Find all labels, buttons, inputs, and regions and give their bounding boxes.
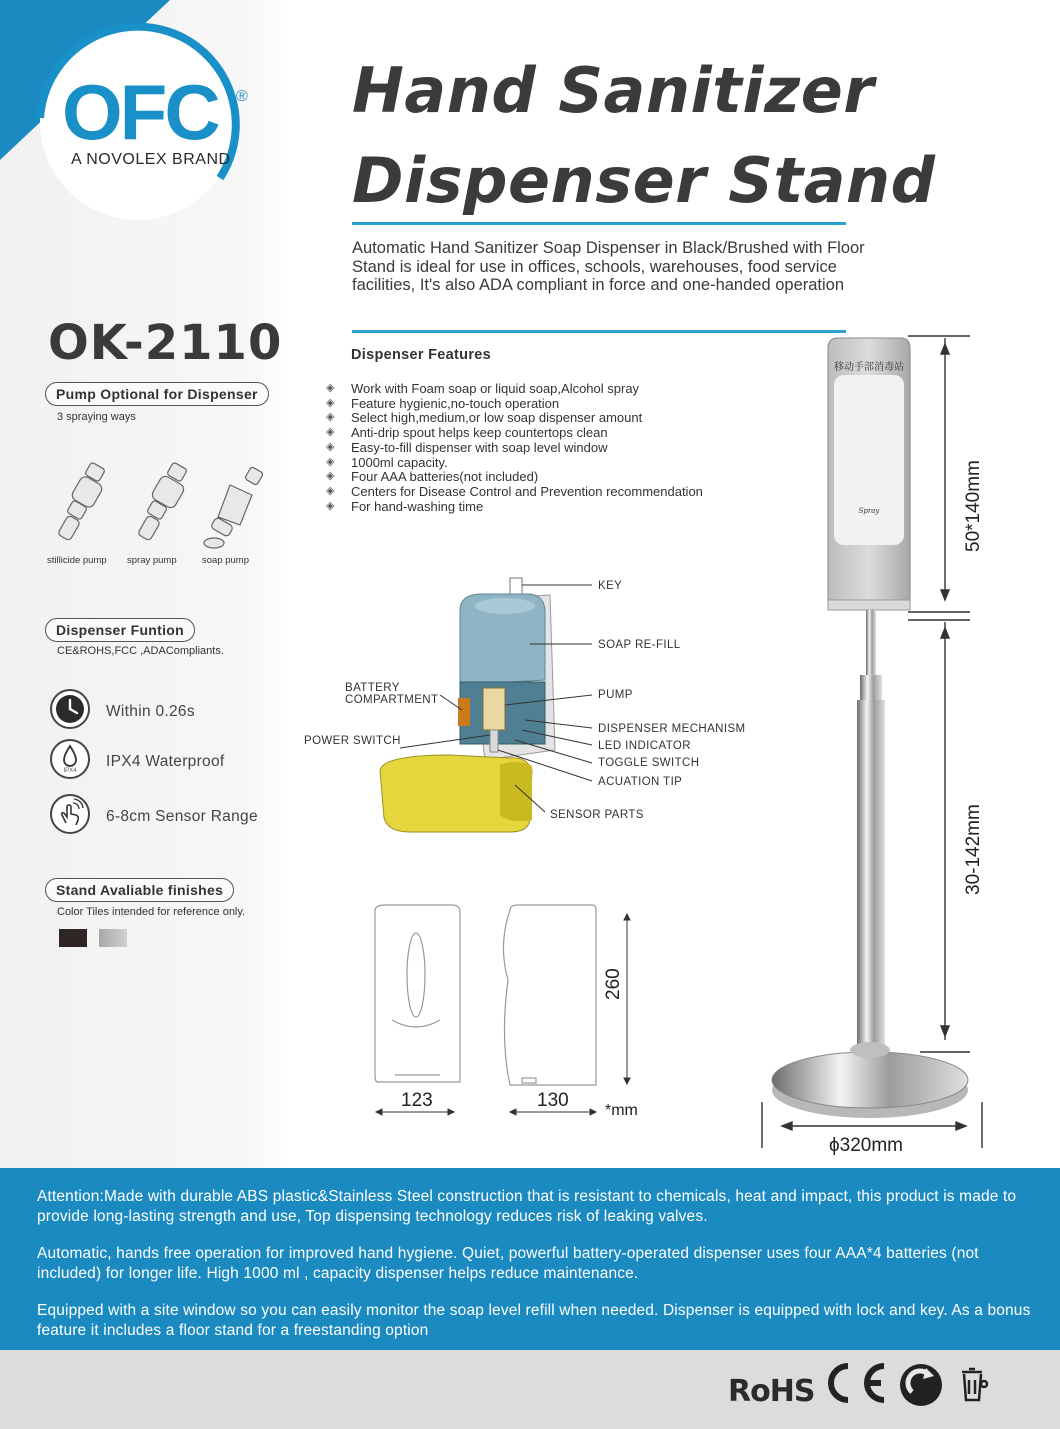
- feature-response-time: Within 0.26s: [106, 703, 195, 720]
- callout-soap-refill: SOAP RE-FILL: [598, 639, 681, 651]
- finish-swatch-black: [59, 929, 87, 947]
- page-title-line2: Dispenser Stand: [352, 144, 936, 217]
- features-list-item: ◈ Feature hygienic,no-touch operation: [326, 397, 703, 412]
- hand-sensor-icon: [49, 793, 91, 835]
- pump-caption-stillicide: stillicide pump: [47, 555, 107, 566]
- soap-pump-icon: [204, 466, 264, 548]
- stillicide-pump-icon: [57, 462, 105, 541]
- features-heading: Dispenser Features: [351, 347, 491, 363]
- key-part: [510, 578, 522, 596]
- recycle-icon: [898, 1362, 944, 1408]
- features-list: [326, 382, 703, 514]
- intro-text: Automatic Hand Sanitizer Soap Dispenser in Black/Brushed with Floor Stand is ideal for use in offices, schools, warehouses, food service facilities, It's also ADA compliant in force and one-handed operation: [352, 239, 865, 294]
- callout-tip: ACUATION TIP: [598, 776, 683, 788]
- spray-pump-icon: [137, 462, 187, 541]
- dim-base-diameter: ϕ320mm: [829, 1135, 903, 1156]
- callout-battery-line1: BATTERY: [345, 682, 400, 694]
- callout-key: KEY: [598, 580, 623, 592]
- feature-waterproof: IPX4 Waterproof: [106, 753, 225, 770]
- pump-caption-spray: spray pump: [127, 555, 177, 566]
- callout-sensor: SENSOR PARTS: [550, 809, 644, 821]
- features-list-item: ◈ Work with Foam soap or liquid soap,Alcohol spray: [326, 382, 703, 397]
- dim-pole-height: 30-142mm: [963, 804, 984, 895]
- logo-subtitle: A NOVOLEX BRAND: [71, 151, 231, 168]
- rohs-mark: RoHS: [728, 1374, 815, 1409]
- spray-label: Spray: [858, 507, 880, 515]
- ce-mark-icon: [818, 1360, 890, 1406]
- callout-mechanism: DISPENSER MECHANISM: [598, 723, 746, 735]
- features-list-item: ◈ Easy-to-fill dispenser with soap level window: [326, 441, 703, 456]
- dim-side-width: 130: [537, 1090, 569, 1111]
- pump-illustrations: [42, 455, 272, 555]
- features-list-item: ◈ Four AAA batteries(not included): [326, 470, 703, 485]
- features-list-item: ◈ For hand-washing time: [326, 500, 703, 515]
- callout-led: LED INDICATOR: [598, 740, 691, 752]
- function-section-heading: Dispenser Funtion: [45, 618, 195, 642]
- features-list-item: ◈ Centers for Disease Control and Prevention recommendation: [326, 485, 703, 500]
- model-number: OK-2110: [48, 315, 283, 371]
- callout-toggle: TOGGLE SWITCH: [598, 757, 700, 769]
- feature-sensor-range: 6-8cm Sensor Range: [106, 808, 258, 825]
- pump-caption-soap: soap pump: [202, 555, 250, 566]
- finish-swatch-brushed: [99, 929, 127, 947]
- features-list-item: ◈ Anti-drip spout helps keep countertops clean: [326, 426, 703, 441]
- features-list-item: ◈ Select high,medium,or low soap dispenser amount: [326, 411, 703, 426]
- title-divider: [352, 222, 846, 225]
- waterdrop-icon: [49, 738, 91, 780]
- waterproof-badge: IPX4: [63, 768, 77, 774]
- page-title-line1: Hand Sanitizer: [352, 54, 875, 127]
- finish-section-subtext: Color Tiles intended for reference only.: [57, 906, 246, 918]
- description-automatic: Automatic, hands free operation for improved hand hygiene. Quiet, powerful battery-operated dispenser uses four AAA*4 batteries (not included) for longer life. High 1000 ml , capacity dispenser helps reduce maintenance.: [37, 1245, 979, 1282]
- description-attention: Attention:Made with durable ABS plastic&Stainless Steel construction that is resistant to chemicals, heat and impact, this product is made to provide long-lasting strength and use, Top dispensing technology reduces risk of leaking valves.: [37, 1188, 1017, 1225]
- callout-battery: [345, 682, 438, 706]
- dim-height: 260: [603, 968, 624, 1000]
- logo-wordmark: OFC: [62, 68, 218, 156]
- features-list-item: ◈ 1000ml capacity.: [326, 456, 703, 471]
- pump-section-heading: Pump Optional for Dispenser: [45, 382, 269, 406]
- dim-front-width: 123: [401, 1090, 433, 1111]
- floor-stand-illustration: [760, 330, 1060, 1160]
- callout-pump: PUMP: [598, 689, 633, 701]
- page-title: [352, 46, 935, 226]
- pump-section-subtext: 3 spraying ways: [57, 411, 136, 423]
- description-window: Equipped with a site window so you can easily monitor the soap level refill when needed. Dispenser is equipped with lock and key. As a bonus feature it includes a floor stand for a freestanding option: [37, 1302, 1031, 1339]
- function-section-subtext: CE&ROHS,FCC ,ADACompliants.: [57, 645, 224, 657]
- callout-battery-line2: COMPARTMENT: [345, 694, 439, 706]
- logo-registered-mark: ®: [236, 88, 248, 105]
- finish-section-heading: Stand Avaliable finishes: [45, 878, 234, 902]
- device-label: 移动手部消毒站: [834, 362, 904, 373]
- callout-power-switch: POWER SWITCH: [304, 735, 401, 747]
- dim-upper-height: 50*140mm: [963, 460, 984, 552]
- clock-icon: [49, 688, 91, 730]
- dim-unit: *mm: [605, 1102, 638, 1119]
- weee-bin-icon: [958, 1364, 990, 1406]
